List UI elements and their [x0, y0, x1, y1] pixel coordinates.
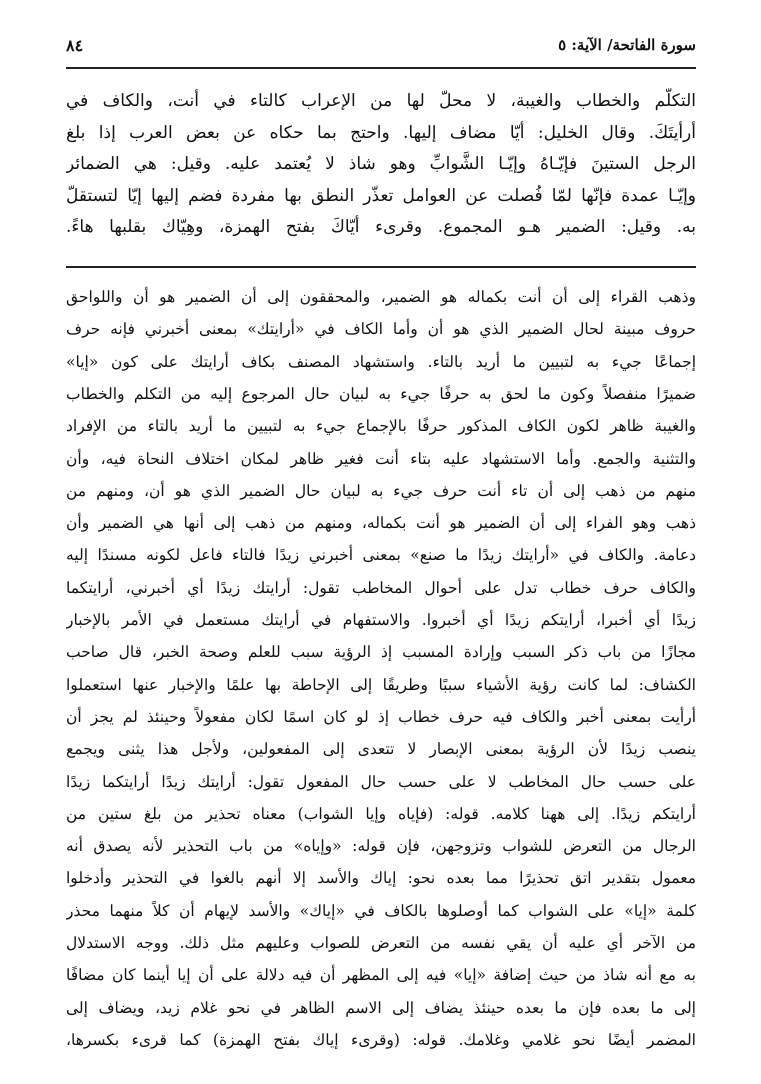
footnote-line: زيدًا أي أخبرا، أرايتكم زيدًا أي أخبروا. والاستفهام في أرايتك مستعمل في الأمر بالإخبار	[66, 611, 696, 629]
footnote-line: مجازًا من باب ذكر السبب وإرادة المسبب إذ الرؤية سبب للعلم وصحة الخبر، قال صاحب	[66, 643, 696, 662]
footnote-line: دعامة. والكاف في «أرايتك زيدًا ما صنع» بمعنى أخبرني زيدًا فالتاء فاعل لكونه مسندًا إليه	[66, 546, 696, 565]
footnote-line: وذهب القراء إلى أن أنت بكماله هو الضمير، والمحققون إلى أن الضمير هو أن واللواحق	[66, 288, 696, 306]
footnote-line: إلى ما بعده فإن ما بعده حينئذ يضاف إلى الاسم الظاهر في نحو غلام زيد، ويضاف إلى	[66, 998, 696, 1017]
main-text-line: أرأيتَكَ. وقال الخليل: أيّا مضاف إليها. واحتج بما حكاه عن بعض العرب إذا بلغ	[66, 122, 696, 143]
page-number: ٨٤	[66, 36, 84, 55]
footnote-line: أرأيت بمعنى أخبر والكاف فيه حرف خطاب إذ لو كان اسمًا لكان مفعولاً وحينئذ لم يجز أن	[66, 707, 696, 726]
footnote-line: والتثنية والجمع. وأما الاستشهاد عليه بتاء أنت فغير ظاهر لمكان اختلاف النحاة فيه، وأن	[66, 449, 696, 468]
main-text-line: به. وقيل: الضمير هـو المجموع. وقرىء أيّاكَ بفتح الهمزة، وهِيّاك بقلبها هاءً.	[66, 217, 696, 237]
header-rule	[66, 67, 696, 69]
main-text-line: وإيّـا عمدة فإنّها لمّا فُصلت عن العوامل تعذّر النطق بها مفردة فضم إليها إيّا لتستقلّ	[66, 185, 696, 206]
footnote-line: معمول بتقدير اتق تحذيرًا مما بعده نحو: إياك والأسد إلا أنهم بالغوا في التحذير وأدخلوا	[66, 869, 696, 888]
footnote-line: كلمة «إيا» على الشواب كما أوصلوها بالكاف في «إياك» والأسد لإيهام أن كلاً منهما محذر	[66, 901, 696, 920]
footnote-line: المضمر أيضًا نحو غلامي وغلامك. قوله: (وقرىء إياك بفتح الهمزة) كما قرىء بكسرها،	[66, 1030, 696, 1049]
footnote-line: أرايتكم زيدًا. إلى ههنا كلامه. قوله: (فإياه وإيا الشواب) معناه تحذير من بلغ ستين من	[66, 804, 696, 823]
footnote-line: ينصب زيدًا لأن الرؤية بمعنى الإبصار لا تتعدى إلى المفعولين، ولأجل هذا يثنى ويجمع	[66, 740, 696, 759]
footnote-line: ذهب وهو الفراء إلى أن الضمير هو أنت بكماله، ومنهم من ذهب إلى أنها هي الضمير وأن	[66, 514, 696, 533]
running-title: سورة الفاتحة/ الآية: ٥	[558, 36, 696, 54]
footnote-line: الكشاف: لما كانت رؤية الأشياء سببًا وطريقًا إلى الإحاطة بها علمًا والإخبار عنها استعملوا	[66, 675, 696, 694]
footnote-line: على حسب حال المخاطب لا على حسب حال المفعول تقول: أرايتك زيدًا أرايتكما زيدًا	[66, 772, 696, 791]
footnote-line: من الآخر أي عليه أن يقي نفسه من التعرض للصواب وعليهم مثل ذلك. ووجه الاستدلال	[66, 934, 696, 952]
footnote-line: به مع أنه شاذ من حيث إضافة «إيا» فيه إلى المظهر أن فيه دلالة على أن إيا أينما كان مضافًا	[66, 966, 696, 985]
footnote-line: الرجال من التعرض للشواب وتزوجهن، فإن قوله: «وإياه» من باب التحذير لأنه يصدق أنه	[66, 837, 696, 856]
footnote-separator	[66, 266, 696, 268]
footnote-line: والغيبة ظاهر لكون الكاف المذكور حرفًا بالإجماع جيء به لتبيين ما أريد بالتاء من الإفراد	[66, 417, 696, 436]
footnote-line: منهم من ذهب إلى أن تاء أنت حرف جيء به لبيان حال الضمير الذي هو أن، ومنهم من	[66, 481, 696, 500]
footnote-line: والكاف حرف خطاب تدل على أحوال المخاطب تقول: أرايتك زيدًا أي أخبرني، أرايتكما	[66, 578, 696, 597]
page-header	[66, 36, 696, 60]
main-text-line: التكلّم والخطاب والغيبة، لا محلّ لها من الإعراب كالتاء في أنت، والكاف في	[66, 91, 696, 111]
footnote-line: ضميرًا منفصلاً وكون ما لحق به حرفًا جيء به لبيان حال المرجوع إليه من التكلم والخطاب	[66, 384, 696, 403]
footnote-line: حروف مبينة لحال الضمير الذي هو أن وأما الكاف في «أرايتك» بمعنى أخبرني فإنه حرف	[66, 320, 696, 339]
main-text-line: الرجل الستينَ فإيّـاهُ وإيّـا الشَّوابِّ وهو شاذ لا يُعتمد عليه. وقيل: هي الضمائر	[66, 154, 696, 174]
footnote-line: إجماعًا جيء به لتبيين ما أريد بالتاء. واستشهاد المصنف بكاف أرايتك على كون «إيا»	[66, 352, 696, 371]
